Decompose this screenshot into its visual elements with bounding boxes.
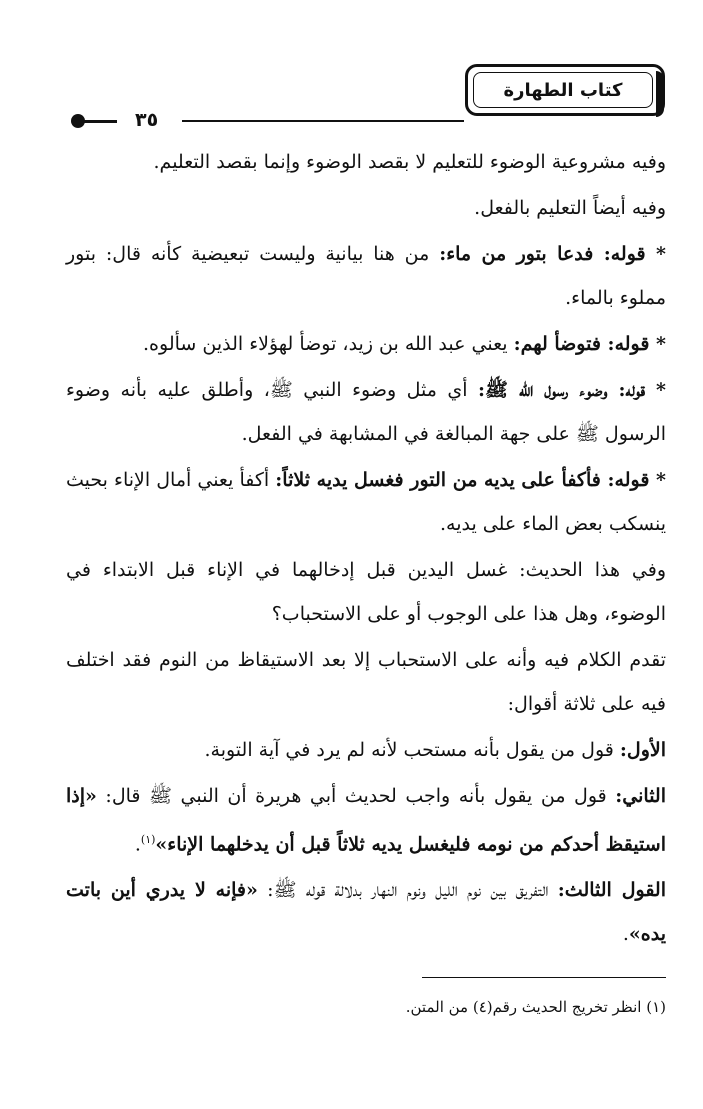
paragraph-10 bbox=[66, 774, 666, 866]
paragraph-3-text: من هنا بيانية وليست تبعيضية كأنه قال: بتور مملوء بالماء. bbox=[66, 243, 666, 309]
hadith-quote-1: «إذا استيقظ أحدكم من نومه فليغسل يديه ثلاثاً قبل أن يدخلهما الإناء» bbox=[66, 785, 666, 856]
page-body bbox=[66, 140, 666, 956]
paragraph-5 bbox=[66, 368, 666, 456]
paragraph-4-lead: * قوله: فتوضأ لهم: bbox=[513, 333, 666, 355]
paragraph-11-end: . bbox=[622, 923, 629, 946]
page-number-ornament bbox=[71, 111, 181, 131]
paragraph-6-text: أكفأ يعني أمال الإناء بحيث ينسكب بعض الماء على يديه. bbox=[66, 469, 666, 535]
paragraph-11 bbox=[66, 868, 666, 956]
paragraph-5-text: أي مثل وضوء النبي ﷺ، وأطلق عليه بأنه وضوء الرسول ﷺ على جهة المبالغة في المشابهة في الفعل. bbox=[66, 379, 666, 445]
footnote-rule bbox=[422, 977, 666, 978]
chapter-title: كتاب الطهارة bbox=[473, 72, 653, 108]
footnote: (١) انظر تخريج الحديث رقم(٤) من المتن. bbox=[405, 998, 666, 1016]
ornament-line bbox=[83, 120, 117, 123]
paragraph-2: وفيه أيضاً التعليم بالفعل. bbox=[474, 197, 666, 219]
paragraph-5-lead: * قوله: وضوء رسول الله ﷺ: bbox=[478, 379, 666, 401]
paragraph-9 bbox=[66, 728, 666, 772]
page-header bbox=[60, 64, 665, 131]
paragraph-1: وفيه مشروعية الوضوء للتعليم لا بقصد الوضوء وإنما بقصد التعليم. bbox=[153, 151, 666, 173]
paragraph-7: وفي هذا الحديث: غسل اليدين قبل إدخالهما في الإناء قبل الابتداء في الوضوء، وهل هذا على الوجوب أو على الاستحباب؟ bbox=[66, 559, 666, 625]
paragraph-6 bbox=[66, 458, 666, 546]
title-frame-shadow bbox=[656, 71, 664, 117]
paragraph-8: تقدم الكلام فيه وأنه على الاستحباب إلا بعد الاستيقاظ من النوم فقد اختلف فيه على ثلاثة أقوال: bbox=[66, 649, 666, 715]
hadith-quote-2: «فإنه لا يدري أين باتت يده» bbox=[66, 879, 666, 946]
paragraph-11-text: التفريق بين نوم الليل ونوم النهار بدلالة قوله ﷺ: bbox=[257, 879, 558, 902]
paragraph-9-lead: الأول: bbox=[619, 739, 666, 761]
footnote-reference[interactable]: (١) bbox=[140, 833, 156, 846]
paragraph-10-text: قول من يقول بأنه واجب لحديث أبي هريرة أن النبي ﷺ قال: bbox=[96, 785, 616, 807]
paragraph-9-text: قول من يقول بأنه مستحب لأنه لم يرد في آية التوبة. bbox=[204, 739, 620, 761]
paragraph-10-end: . bbox=[134, 833, 141, 856]
page-number: ٣٥ bbox=[135, 109, 159, 131]
chapter-title-frame bbox=[465, 64, 665, 116]
paragraph-4 bbox=[66, 322, 666, 366]
paragraph-10-lead: الثاني: bbox=[615, 785, 666, 807]
paragraph-3-lead: * قوله: فدعا بتور من ماء: bbox=[439, 243, 666, 265]
header-rule bbox=[182, 120, 464, 122]
paragraph-6-lead: * قوله: فأكفأ على يديه من التور فغسل يديه ثلاثاً: bbox=[275, 469, 666, 491]
paragraph-4-text: يعني عبد الله بن زيد، توضأ لهؤلاء الذين سألوه. bbox=[143, 333, 514, 355]
paragraph-3 bbox=[66, 232, 666, 320]
paragraph-11-lead: القول الثالث: bbox=[557, 879, 666, 902]
